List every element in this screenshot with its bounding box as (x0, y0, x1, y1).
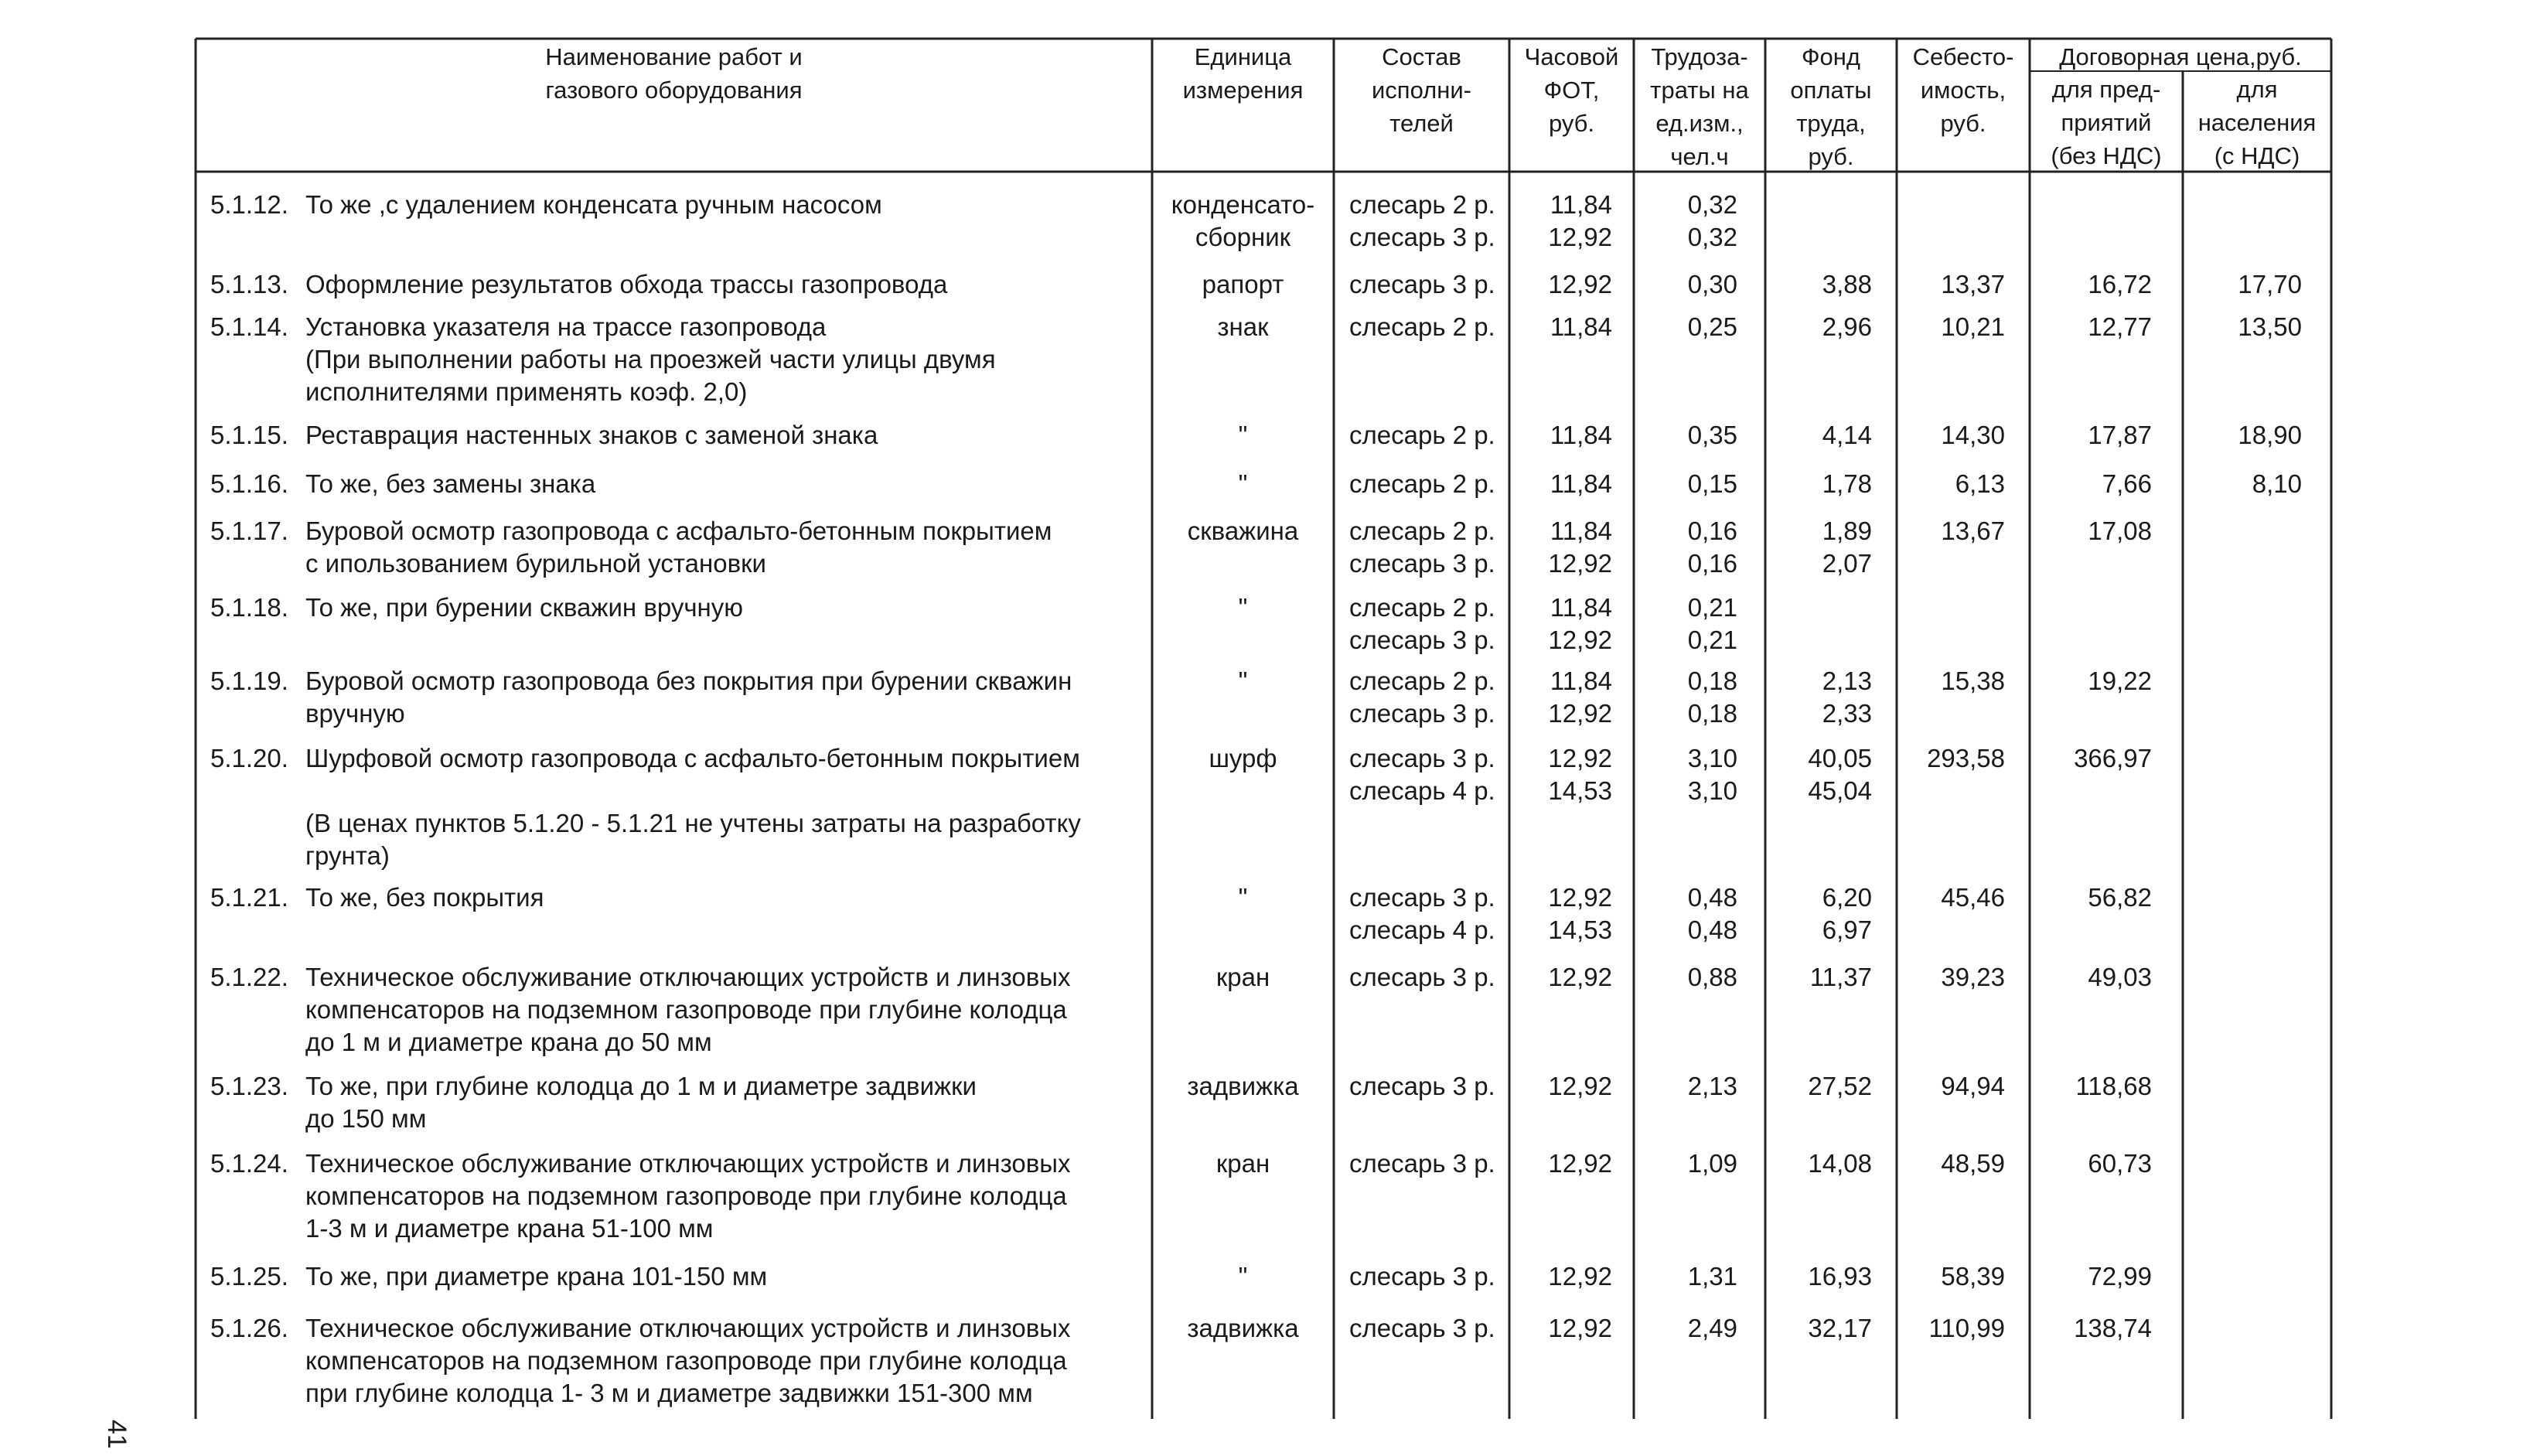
row-wage-fund: 14,08 (1808, 1149, 1872, 1178)
row-staff: слесарь 2 р. (1349, 421, 1495, 449)
row-code: 5.1.26. (210, 1314, 288, 1342)
row-code: 5.1.20. (210, 744, 288, 772)
row-labor: 1,09 (1687, 1149, 1737, 1178)
row-hourly-rate: 11,84 (1550, 421, 1612, 449)
row-code: 5.1.13. (210, 270, 288, 298)
row-wage-fund: 3,88 (1822, 270, 1872, 298)
row-price-enterprise: 16,72 (2088, 270, 2152, 298)
header-line: Себесто- (1912, 43, 2014, 70)
row-hourly-rate: 14,53 (1548, 776, 1612, 805)
row-hourly-rate: 11,84 (1550, 517, 1612, 545)
row-labor: 1,31 (1687, 1262, 1737, 1291)
row-cost: 13,37 (1941, 270, 2005, 298)
row-name-line: Буровой осмотр газопровода без покрытия при бурении скважин (305, 667, 1072, 695)
row-hourly-rate: 11,84 (1550, 312, 1612, 341)
header-line: ед.изм., (1655, 110, 1744, 137)
header-line: измерения (1182, 77, 1304, 104)
header-line: приятий (2061, 109, 2152, 136)
row-cost: 14,30 (1941, 421, 2005, 449)
row-name-line: исполнителями применять коэф. 2,0) (305, 377, 748, 406)
row-name-line: вручную (305, 699, 405, 728)
header-line: руб. (1808, 143, 1854, 170)
row-code: 5.1.23. (210, 1072, 288, 1100)
row-cost: 94,94 (1941, 1072, 2005, 1100)
row-wage-fund: 2,13 (1822, 667, 1872, 695)
row-name-line: при глубине колодца 1- 3 м и диаметре задвижки 151-300 мм (305, 1379, 1033, 1407)
header-line: (без НДС) (2051, 142, 2162, 169)
row-name-line: грунта) (305, 841, 390, 870)
row-cost: 39,23 (1941, 963, 2005, 991)
row-hourly-rate: 12,92 (1548, 1072, 1612, 1100)
row-cost: 15,38 (1941, 667, 2005, 695)
row-staff: слесарь 2 р. (1349, 312, 1495, 341)
row-wage-fund: 40,05 (1808, 744, 1872, 772)
header-unit (1152, 40, 1334, 107)
row-cost: 13,67 (1941, 517, 2005, 545)
row-name-line: Реставрация настенных знаков с заменой знака (305, 421, 878, 449)
row-wage-fund: 1,78 (1822, 469, 1872, 498)
row-name-line: (В ценах пунктов 5.1.20 - 5.1.21 не учтены затраты на разработку (305, 809, 1081, 837)
header-cost (1897, 40, 2030, 140)
row-price-enterprise: 12,77 (2088, 312, 2152, 341)
row-labor: 0,32 (1687, 223, 1737, 251)
row-name-line: Шурфовой осмотр газопровода с асфальто-бетонным покрытием (305, 744, 1080, 772)
row-price-population: 17,70 (2238, 270, 2302, 298)
header-line: Часовой (1524, 43, 1619, 70)
row-code: 5.1.17. (210, 517, 288, 545)
row-labor: 0,18 (1687, 667, 1737, 695)
row-wage-fund: 16,93 (1808, 1262, 1872, 1291)
row-price-population: 8,10 (2252, 469, 2302, 498)
header-contract-price: Договорная цена,руб. (2059, 43, 2302, 70)
row-staff: слесарь 3 р. (1349, 223, 1495, 251)
row-wage-fund: 11,37 (1809, 963, 1872, 991)
row-staff: слесарь 2 р. (1349, 469, 1495, 498)
header-line: газового оборудования (545, 77, 803, 104)
header-line: чел.ч (1670, 143, 1729, 170)
header-line: траты на (1650, 77, 1749, 104)
row-wage-fund: 6,20 (1822, 883, 1872, 912)
row-name-line: То же, без замены знака (305, 469, 596, 498)
row-staff: слесарь 3 р. (1349, 1072, 1495, 1100)
row-name-line: компенсаторов на подземном газопроводе при глубине колодца (305, 995, 1067, 1024)
row-wage-fund: 2,33 (1822, 699, 1872, 728)
row-code: 5.1.16. (210, 469, 288, 498)
row-unit: шурф (1209, 744, 1277, 772)
row-code: 5.1.21. (210, 883, 288, 912)
row-hourly-rate: 11,84 (1550, 190, 1612, 219)
row-wage-fund: 6,97 (1822, 916, 1872, 944)
row-name-line: Буровой осмотр газопровода с асфальто-бетонным покрытием (305, 517, 1052, 545)
row-hourly-rate: 12,92 (1548, 1262, 1612, 1291)
header-line: руб. (1940, 110, 1986, 137)
row-staff: слесарь 3 р. (1349, 270, 1495, 298)
header-line: для (2236, 76, 2278, 103)
row-name-line: То же, при диаметре крана 101-150 мм (305, 1262, 768, 1291)
row-price-enterprise: 118,68 (2075, 1072, 2152, 1100)
header-population (2183, 73, 2331, 172)
row-price-enterprise: 7,66 (2102, 469, 2152, 498)
row-cost: 10,21 (1941, 312, 2005, 341)
row-cost: 293,58 (1927, 744, 2005, 772)
row-name-line: Установка указателя на трассе газопровода (305, 312, 827, 341)
row-cost: 110,99 (1928, 1314, 2005, 1342)
row-unit: " (1238, 593, 1248, 622)
header-line: (с НДС) (2214, 142, 2300, 169)
row-price-population: 13,50 (2238, 312, 2302, 341)
row-labor: 0,21 (1687, 593, 1737, 622)
header-line: телей (1389, 110, 1454, 137)
header-line: Трудоза- (1651, 43, 1748, 70)
row-unit: кран (1215, 1149, 1270, 1178)
row-name-line: То же, без покрытия (305, 883, 544, 912)
row-price-enterprise: 19,22 (2088, 667, 2152, 695)
row-hourly-rate: 11,84 (1550, 593, 1612, 622)
row-name-line: Оформление результатов обхода трассы газопровода (305, 270, 948, 298)
row-code: 5.1.19. (210, 667, 288, 695)
row-wage-fund: 32,17 (1808, 1314, 1872, 1342)
header-line: оплаты (1790, 77, 1872, 104)
header-line: имость, (1920, 77, 2006, 104)
row-unit: рапорт (1202, 270, 1284, 298)
row-staff: слесарь 3 р. (1349, 699, 1495, 728)
row-name-line: с ипользованием бурильной установки (305, 549, 766, 578)
row-cost: 48,59 (1941, 1149, 2005, 1178)
row-name-line: (При выполнении работы на проезжей части улицы двумя (305, 345, 996, 373)
row-price-enterprise: 366,97 (2074, 744, 2152, 772)
row-hourly-rate: 14,53 (1548, 916, 1612, 944)
row-hourly-rate: 12,92 (1548, 549, 1612, 578)
header-line: для пред- (2051, 76, 2161, 103)
row-staff: слесарь 3 р. (1349, 626, 1495, 654)
row-staff: слесарь 2 р. (1349, 667, 1495, 695)
row-code: 5.1.18. (210, 593, 288, 622)
row-unit: сборник (1195, 223, 1291, 251)
row-labor: 0,16 (1687, 517, 1737, 545)
row-wage-fund: 2,96 (1822, 312, 1872, 341)
row-name-line: до 150 мм (305, 1104, 427, 1133)
row-name-line: компенсаторов на подземном газопроводе при глубине колодца (305, 1182, 1067, 1210)
header-staff (1334, 40, 1509, 140)
header-line: Наименование работ и (545, 43, 803, 70)
row-staff: слесарь 4 р. (1349, 916, 1495, 944)
row-labor: 0,25 (1687, 312, 1737, 341)
row-code: 5.1.24. (210, 1149, 288, 1178)
row-price-enterprise: 72,99 (2088, 1262, 2152, 1291)
row-staff: слесарь 3 р. (1349, 1149, 1495, 1178)
header-line: исполни- (1371, 77, 1471, 104)
row-wage-fund: 27,52 (1808, 1072, 1872, 1100)
row-labor: 0,48 (1687, 916, 1737, 944)
row-cost: 6,13 (1955, 469, 2005, 498)
row-staff: слесарь 2 р. (1349, 190, 1495, 219)
page-number: 41 (102, 1420, 131, 1449)
row-name-line: То же, при глубине колодца до 1 м и диаметре задвижки (305, 1072, 977, 1100)
row-code: 5.1.15. (210, 421, 288, 449)
row-labor: 2,13 (1687, 1072, 1737, 1100)
row-labor: 0,30 (1687, 270, 1737, 298)
header-line: Состав (1382, 43, 1461, 70)
row-wage-fund: 4,14 (1822, 421, 1872, 449)
header-line: Единица (1194, 43, 1292, 70)
row-labor: 2,49 (1687, 1314, 1737, 1342)
row-code: 5.1.25. (210, 1262, 288, 1291)
row-name-line: Техническое обслуживание отключающих устройств и линзовых (305, 963, 1071, 991)
row-hourly-rate: 12,92 (1548, 1314, 1612, 1342)
row-labor: 0,35 (1687, 421, 1737, 449)
row-hourly-rate: 12,92 (1548, 744, 1612, 772)
row-unit: " (1238, 667, 1248, 695)
row-cost: 45,46 (1941, 883, 2005, 912)
header-line: населения (2197, 109, 2317, 136)
row-unit: кран (1215, 963, 1270, 991)
row-labor: 0,16 (1687, 549, 1737, 578)
row-hourly-rate: 12,92 (1548, 883, 1612, 912)
row-price-enterprise: 17,87 (2088, 421, 2152, 449)
row-staff: слесарь 3 р. (1349, 549, 1495, 578)
row-hourly-rate: 12,92 (1548, 270, 1612, 298)
row-staff: слесарь 4 р. (1349, 776, 1495, 805)
row-labor: 0,48 (1687, 883, 1737, 912)
row-code: 5.1.12. (210, 190, 288, 219)
row-labor: 0,21 (1687, 626, 1737, 654)
row-hourly-rate: 12,92 (1548, 963, 1612, 991)
row-code: 5.1.22. (210, 963, 288, 991)
row-name-line: То же ,с удалением конденсата ручным насосом (305, 190, 882, 219)
row-hourly-rate: 11,84 (1550, 667, 1612, 695)
row-staff: слесарь 3 р. (1349, 744, 1495, 772)
row-price-enterprise: 49,03 (2088, 963, 2152, 991)
row-labor: 0,88 (1687, 963, 1737, 991)
row-unit: задвижка (1187, 1072, 1299, 1100)
row-labor: 0,32 (1687, 190, 1737, 219)
row-labor: 0,18 (1687, 699, 1737, 728)
row-staff: слесарь 3 р. (1349, 883, 1495, 912)
row-hourly-rate: 12,92 (1548, 223, 1612, 251)
row-price-enterprise: 17,08 (2088, 517, 2152, 545)
row-labor: 3,10 (1687, 776, 1737, 805)
row-staff: слесарь 3 р. (1349, 1314, 1495, 1342)
header-line: ФОТ, (1543, 77, 1600, 104)
row-labor: 3,10 (1687, 744, 1737, 772)
row-unit: " (1238, 469, 1248, 498)
row-price-enterprise: 138,74 (2074, 1314, 2152, 1342)
row-labor: 0,15 (1687, 469, 1737, 498)
header-rate (1509, 40, 1634, 140)
row-hourly-rate: 12,92 (1548, 699, 1612, 728)
row-staff: слесарь 3 р. (1349, 963, 1495, 991)
row-unit: " (1238, 1262, 1248, 1291)
row-name-line: Техническое обслуживание отключающих устройств и линзовых (305, 1149, 1071, 1178)
header-line: труда, (1796, 110, 1866, 137)
header-line: руб. (1548, 110, 1595, 137)
row-name-line: То же, при бурении скважин вручную (305, 593, 743, 622)
row-staff: слесарь 2 р. (1349, 593, 1495, 622)
header-line: Фонд (1801, 43, 1861, 70)
header-name (196, 40, 1152, 107)
row-hourly-rate: 12,92 (1548, 1149, 1612, 1178)
row-code: 5.1.14. (210, 312, 288, 341)
row-wage-fund: 45,04 (1808, 776, 1872, 805)
row-unit: задвижка (1187, 1314, 1299, 1342)
row-name-line: 1-3 м и диаметре крана 51-100 мм (305, 1214, 714, 1243)
row-unit: " (1238, 883, 1248, 912)
header-enterprise (2030, 73, 2183, 172)
row-hourly-rate: 12,92 (1548, 626, 1612, 654)
row-wage-fund: 2,07 (1822, 549, 1872, 578)
row-unit: скважина (1187, 517, 1299, 545)
row-name-line: Техническое обслуживание отключающих устройств и линзовых (305, 1314, 1071, 1342)
row-price-enterprise: 56,82 (2088, 883, 2152, 912)
row-wage-fund: 1,89 (1822, 517, 1872, 545)
row-unit: конденсато- (1171, 190, 1315, 219)
header-labor (1634, 40, 1765, 173)
header-fund (1765, 40, 1897, 173)
row-price-population: 18,90 (2238, 421, 2302, 449)
row-unit: " (1238, 421, 1248, 449)
row-staff: слесарь 2 р. (1349, 517, 1495, 545)
row-unit: знак (1217, 312, 1269, 341)
row-price-enterprise: 60,73 (2088, 1149, 2152, 1178)
row-cost: 58,39 (1941, 1262, 2005, 1291)
row-name-line: до 1 м и диаметре крана до 50 мм (305, 1028, 712, 1056)
row-staff: слесарь 3 р. (1349, 1262, 1495, 1291)
row-name-line: компенсаторов на подземном газопроводе при глубине колодца (305, 1346, 1067, 1375)
row-hourly-rate: 11,84 (1550, 469, 1612, 498)
